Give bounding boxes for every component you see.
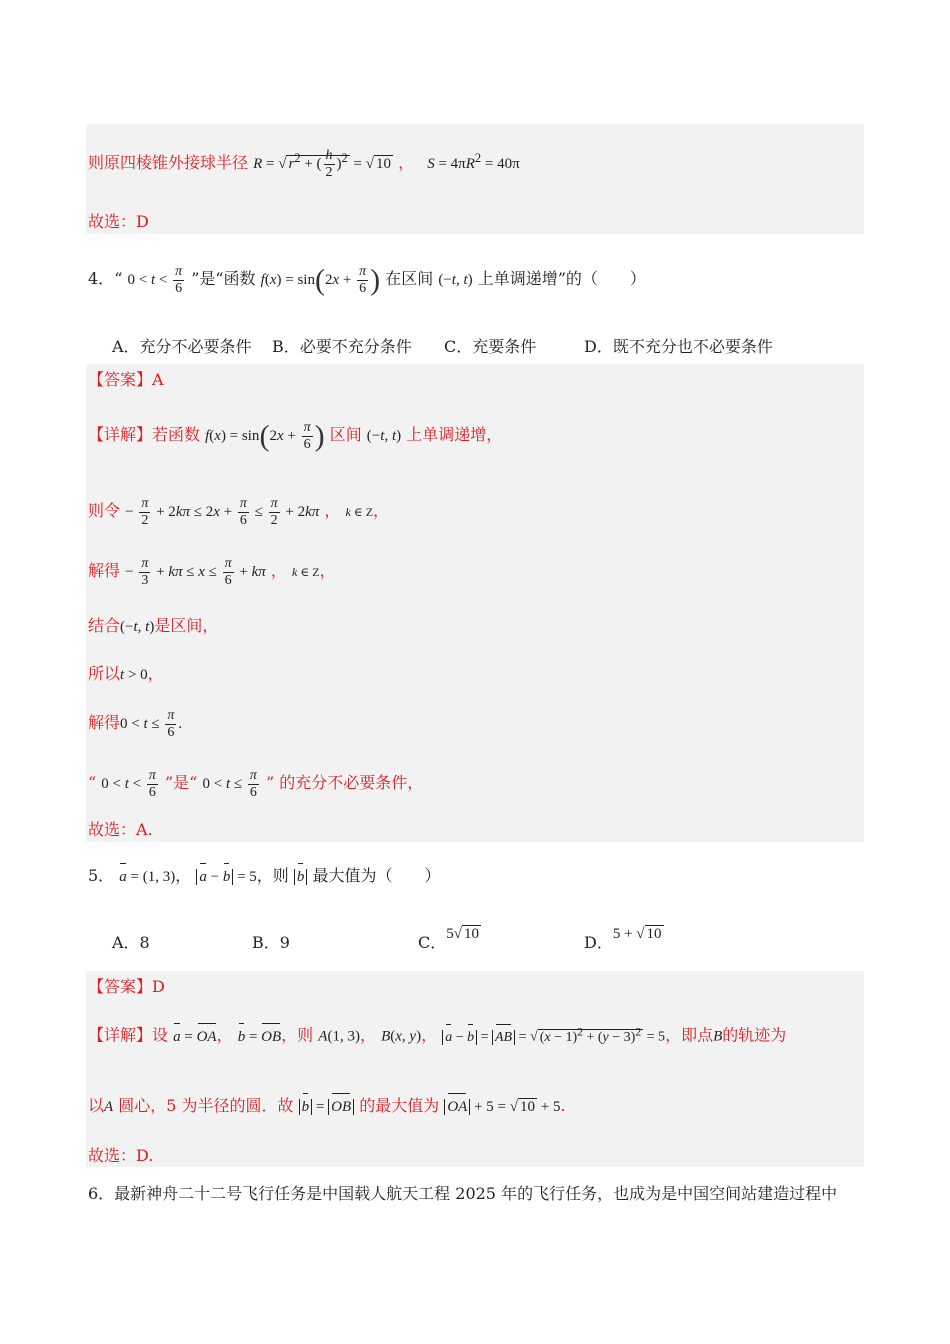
q5-option-d: D．5 + √ 10 — [584, 926, 662, 952]
q4-option-b: B．必要不充分条件 — [272, 337, 412, 356]
q4-detail-line1: 【详解】若函数 f(x) = sin(2x + $\frac{\pi}{6}$ ) 区间 (−t, t) 上单调递增， — [88, 419, 503, 453]
q5-detail-line1: 【详解】设 a = OA， b = OB，则 A(1, 3)， B(x, y)， a − b = AB = √ $(x - 1)^2 + (y - 3)^2 = 5$，即点B的轨迹为 — [88, 1022, 786, 1048]
q5-option-b: B．9 — [252, 933, 290, 952]
q4-option-c: C．充要条件 — [444, 337, 537, 356]
q5-option-c: C．5√ 10 — [418, 926, 479, 952]
q5-detail-line2: 以A 圆心，5 为半径的圆．故 b = OB 的最大值为 OA + 5 = √ 10 + 5. — [88, 1096, 566, 1115]
q5-conclusion: 故选：D. — [88, 1146, 154, 1165]
q4-detail-line2: 则令 − $\frac{\pi}{2}$ + 2kπ ≤ 2x + $\frac{\pi}{6}$ ≤ $\frac{\pi}{2}$ + 2kπ ， k ∈ Z， — [88, 496, 390, 528]
q6-stem: 6．最新神舟二十二号飞行任务是中国载人航天工程 2025 年的飞行任务，也成为是中国空间站建造过程中 — [88, 1184, 838, 1203]
q5-answer: 【答案】D — [88, 977, 165, 996]
q5-stem: 5． a = (1, 3)， a − b = 5，则 b 最大值为（ ） — [88, 866, 441, 885]
q4-detail-line4: 结合(−t, t)是区间， — [88, 616, 219, 635]
q5-option-a: A．8 — [112, 933, 150, 952]
prev-radius-line: 则原四棱锥外接球半径 R = √ $r^2$ + ( $\frac{h}{2}$ )$^2$ = √ 10 ， $S = 4\pi R^2 = 40\pi$ — [88, 148, 520, 181]
q4-stem: 4．“ 0 < t < $\frac{\pi}{6}$ ”是“函数 f(x) = sin(2x + $\frac{\pi}{6}$ ) 在区间 (−t, t) 上单调递增”的（ ） — [88, 263, 646, 297]
q4-detail-line6: 解得0 < t ≤ $\frac{\pi}{6}$ . — [88, 708, 183, 740]
prev-conclusion: 故选：D — [88, 212, 149, 231]
solution-block-q5 — [86, 971, 864, 1167]
q4-detail-line7: “ 0 < t < $\frac{\pi}{6}$ ”是“ 0 < t ≤ $\frac{\pi}{6}$ ” 的充分不必要条件， — [88, 768, 424, 800]
q4-option-a: A．充分不必要条件 — [112, 337, 252, 356]
q4-detail-line5: 所以t > 0， — [88, 664, 164, 683]
q4-option-d: D．既不充分也不必要条件 — [584, 337, 773, 356]
q4-detail-line3: 解得 − $\frac{\pi}{3}$ + kπ ≤ x ≤ $\frac{\pi}{6}$ + kπ ， k ∈ Z， — [88, 556, 336, 588]
q4-conclusion: 故选：A. — [88, 820, 153, 839]
q4-answer: 【答案】A — [88, 370, 164, 389]
